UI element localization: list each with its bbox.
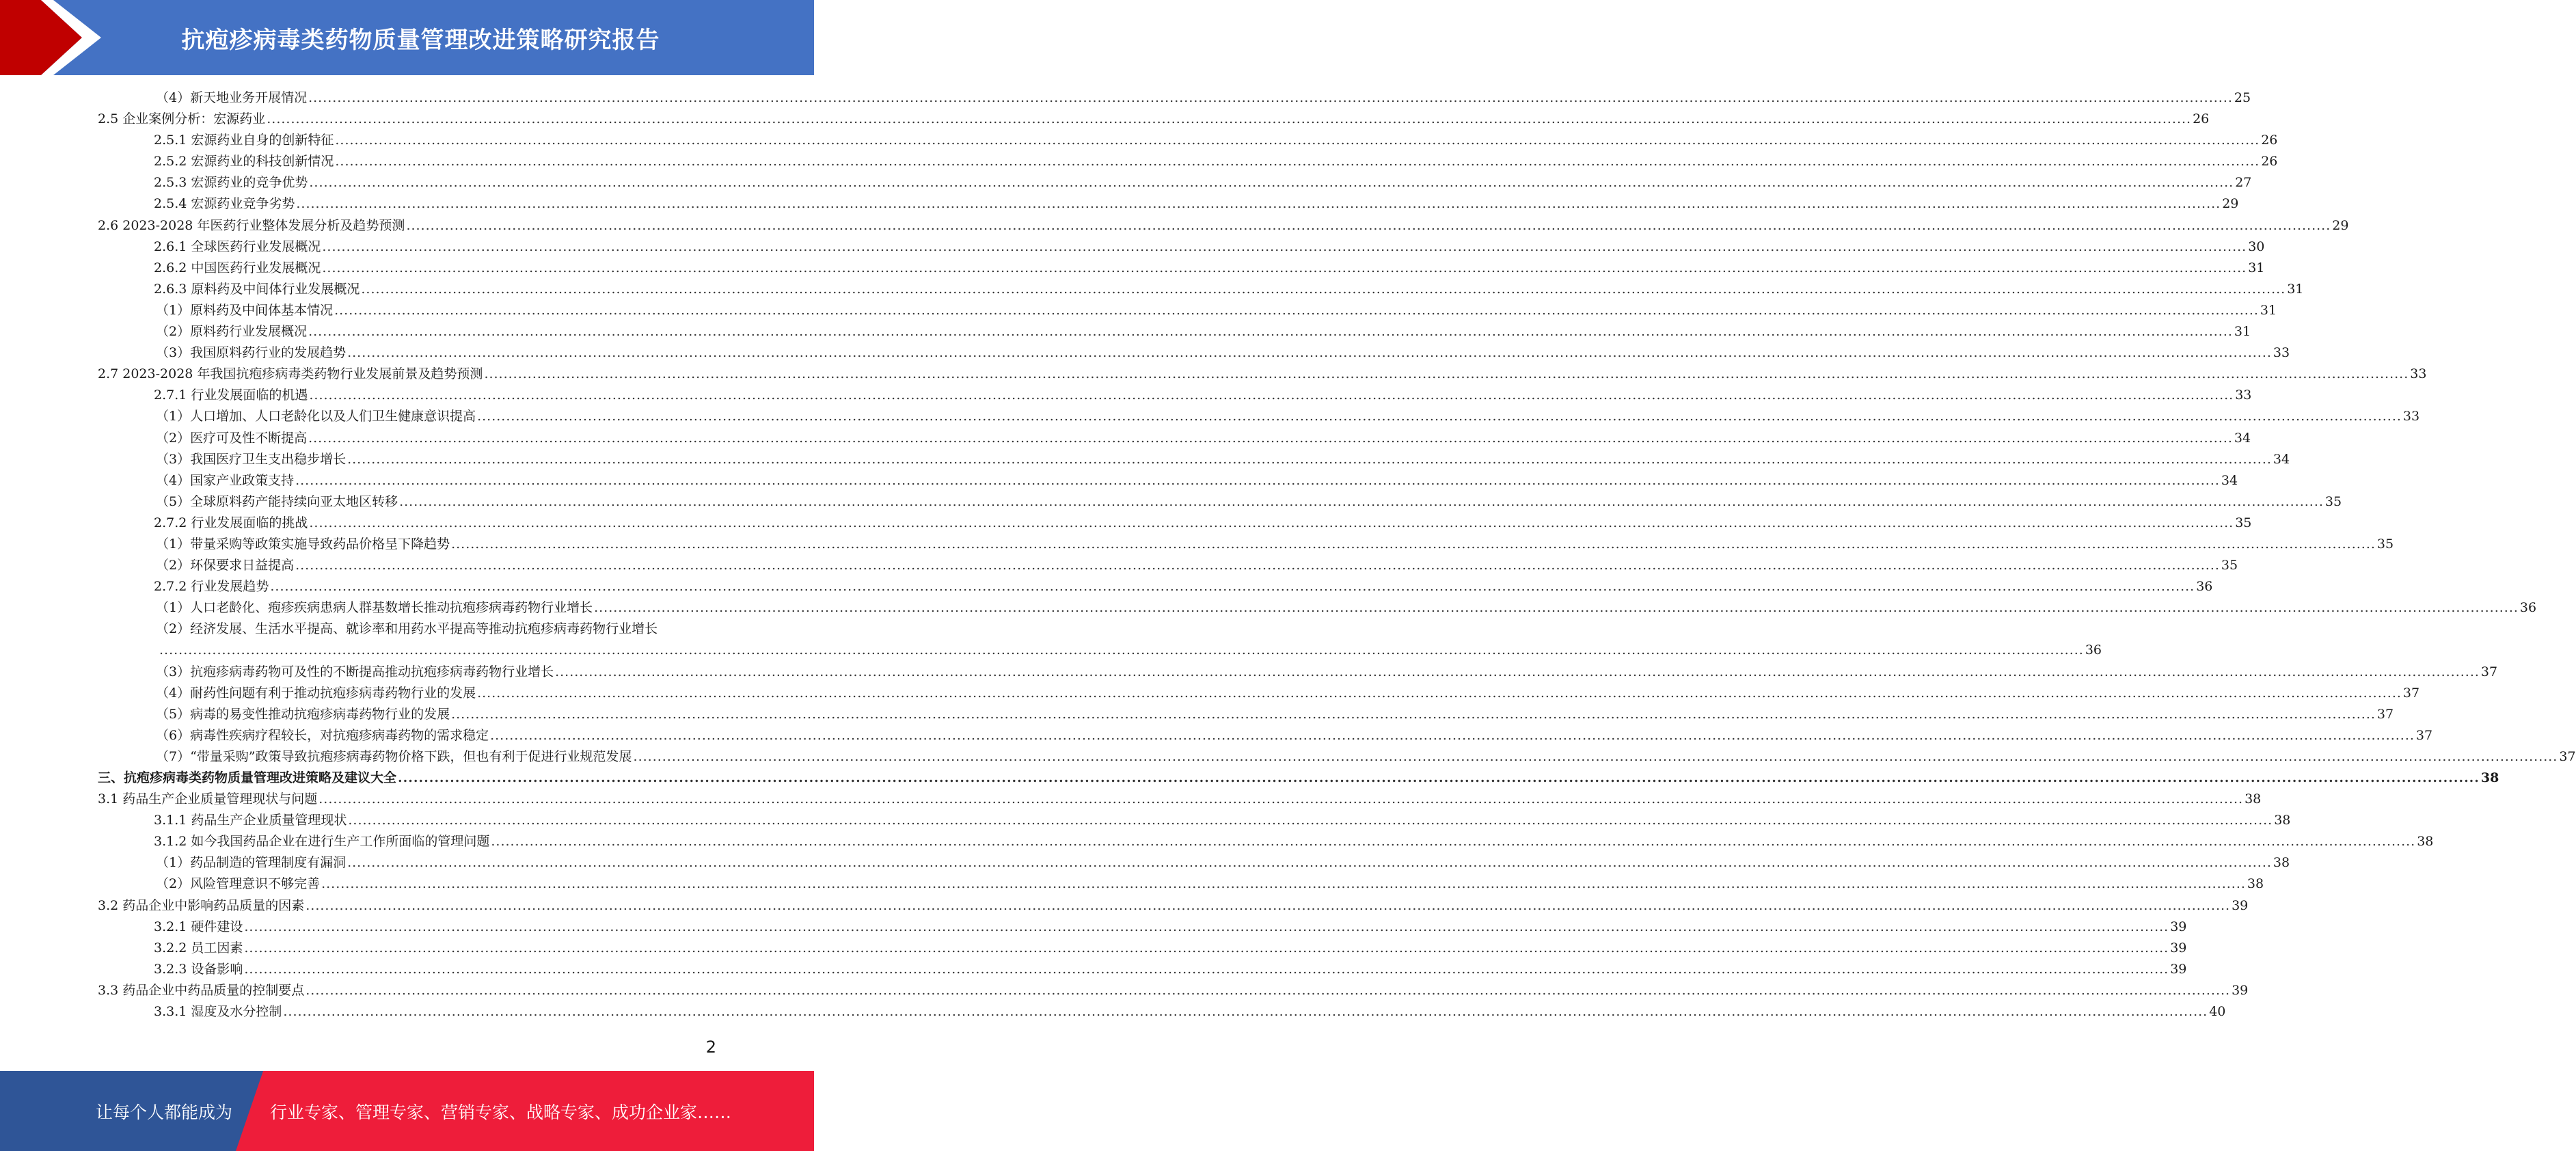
toc-entry-page: 36 — [2519, 600, 2537, 616]
toc-entry-title: 2.6.2 中国医药行业发展概况 — [154, 260, 321, 275]
toc-entry-title: （3）我国原料药行业的发展趋势 — [156, 345, 347, 361]
toc-entry[interactable] — [0, 831, 2434, 852]
toc-entry-title: （2）经济发展、生活水平提高、就诊率和用药水平提高等推动抗疱疹病毒药物行业增长 — [156, 621, 658, 637]
toc-entry-page: 38 — [2417, 834, 2434, 850]
toc-entry-page: 26 — [2261, 133, 2278, 148]
toc-entry[interactable] — [0, 938, 2187, 959]
toc-entry-title: 3.3.1 湿度及水分控制 — [154, 1004, 282, 1020]
toc-entry-title: 2.7.2 行业发展面临的挑战 — [154, 515, 308, 530]
toc-entry-title: （1）带量采购等政策实施导致药品价格呈下降趋势 — [156, 536, 450, 552]
toc-entry[interactable] — [0, 662, 2498, 683]
footer-slogan-right: 行业专家、管理专家、营销专家、战略专家、成功企业家…… — [270, 1102, 732, 1122]
toc-entry[interactable] — [0, 193, 2239, 215]
toc-entry[interactable] — [0, 704, 2394, 725]
toc-entry-page: 39 — [2170, 919, 2187, 934]
toc-entry[interactable] — [0, 534, 2394, 555]
toc-entry-page: 30 — [2248, 239, 2265, 254]
toc-entry-page: 39 — [2170, 961, 2187, 977]
toc-entry-title: （7）“带量采购”政策导致抗疱疹病毒药物价格下跌，但也有利于促进行业规范发展 — [156, 748, 632, 764]
toc-leader-dots: ................................................................................................................................................................................................................................................................................................................................................................................................................ — [295, 558, 2220, 573]
toc-leader-dots: ................................................................................................................................................................................................................................................................................................................................................................................................................ — [308, 430, 2233, 446]
toc-entry-title: （4）新天地业务开展情况 — [156, 90, 308, 105]
toc-entry-page: 37 — [2480, 664, 2498, 679]
toc-entry-title: （6）病毒性疾病疗程较长，对抗疱疹病毒药物的需求稳定 — [156, 727, 489, 743]
toc-entry[interactable] — [0, 683, 2420, 704]
toc-leader-dots: ................................................................................................................................................................................................................................................................................................................................................................................................................ — [594, 600, 2519, 616]
toc-leader-dots: ................................................................................................................................................................................................................................................................................................................................................................................................................ — [477, 409, 2402, 424]
toc-leader-dots: ................................................................................................................................................................................................................................................................................................................................................................................................................ — [322, 239, 2247, 254]
toc-entry-title: （4）耐药性问题有利于推动抗疱疹病毒药物行业的发展 — [156, 685, 476, 701]
toc-leader-dots: ................................................................................................................................................................................................................................................................................................................................................................................................................ — [334, 302, 2259, 318]
toc-leader-dots: ................................................................................................................................................................................................................................................................................................................................................................................................................ — [347, 451, 2272, 467]
toc-entry-page: 38 — [2273, 855, 2290, 871]
toc-leader-dots: ................................................................................................................................................................................................................................................................................................................................................................................................................ — [244, 919, 2169, 934]
toc-entry-page: 35 — [2376, 536, 2394, 552]
header-chevron-decoration — [0, 0, 109, 75]
toc-leader-dots: ................................................................................................................................................................................................................................................................................................................................................................................................................ — [295, 472, 2220, 488]
toc-entry-page: 34 — [2221, 472, 2238, 488]
toc-leader-dots: ................................................................................................................................................................................................................................................................................................................................................................................................................ — [398, 770, 2480, 785]
toc-leader-dots: ................................................................................................................................................................................................................................................................................................................................................................................................................ — [306, 982, 2231, 998]
toc-entry-title: 2.7.1 行业发展面临的机遇 — [154, 388, 308, 403]
toc-entry-title: （3）我国医疗卫生支出稳步增长 — [156, 451, 347, 467]
toc-entry-page: 38 — [2245, 791, 2262, 807]
toc-leader-dots: ................................................................................................................................................................................................................................................................................................................................................................................................................ — [490, 727, 2415, 743]
toc-entry-title: （1）人口增加、人口老龄化以及人们卫生健康意识提高 — [156, 409, 476, 424]
toc-entry[interactable] — [0, 852, 2290, 874]
toc-entry-title: 3.2.3 设备影响 — [154, 961, 243, 977]
toc-entry-title: 2.6.1 全球医药行业发展概况 — [154, 239, 321, 254]
toc-leader-dots: ................................................................................................................................................................................................................................................................................................................................................................................................................ — [244, 940, 2169, 956]
toc-leader-dots: ................................................................................................................................................................................................................................................................................................................................................................................................................ — [321, 876, 2246, 892]
toc-chapter-entry[interactable] — [0, 768, 2499, 789]
page-header — [0, 0, 814, 75]
toc-entry-page: 31 — [2260, 302, 2277, 318]
toc-entry-title: 3.2.1 硬件建设 — [154, 919, 243, 934]
toc-entry-page: 33 — [2235, 388, 2252, 403]
toc-entry[interactable] — [0, 236, 2265, 258]
toc-entry[interactable] — [0, 300, 2277, 321]
toc-leader-dots: ................................................................................................................................................................................................................................................................................................................................................................................................................ — [491, 834, 2416, 850]
toc-entry-title: 2.7.2 行业发展趋势 — [154, 579, 269, 595]
toc-entry-page: 33 — [2273, 345, 2290, 361]
toc-entry[interactable] — [0, 555, 2238, 576]
toc-leader-dots: ................................................................................................................................................................................................................................................................................................................................................................................................................ — [309, 515, 2234, 530]
toc-entry-page: 39 — [2232, 897, 2249, 913]
toc-entry[interactable] — [0, 789, 2262, 810]
toc-leader-dots: ................................................................................................................................................................................................................................................................................................................................................................................................................ — [267, 111, 2192, 127]
toc-entry[interactable] — [0, 1001, 2226, 1023]
toc-entry-title: 2.7 2023-2028 年我国抗疱疹病毒类药物行业发展前景及趋势预测 — [98, 366, 483, 382]
toc-entry-title: 2.5.4 宏源药业竞争劣势 — [154, 196, 295, 212]
toc-entry-page: 39 — [2232, 982, 2249, 998]
toc-entry-page: 34 — [2234, 430, 2251, 446]
page-number: 2 — [705, 1038, 716, 1057]
toc-leader-dots: ................................................................................................................................................................................................................................................................................................................................................................................................................ — [348, 813, 2273, 828]
toc-entry-page: 26 — [2261, 154, 2278, 170]
toc-leader-dots: ................................................................................................................................................................................................................................................................................................................................................................................................................ — [322, 260, 2247, 275]
toc-entry-title: （3）抗疱疹病毒药物可及性的不断提高推动抗疱疹病毒药物行业增长 — [156, 664, 554, 679]
toc-entry-title: 3.1.1 药品生产企业质量管理现状 — [154, 813, 347, 828]
toc-entry[interactable] — [0, 279, 2304, 300]
toc-leader-dots: ................................................................................................................................................................................................................................................................................................................................................................................................................ — [309, 388, 2234, 403]
toc-entry[interactable] — [0, 513, 2252, 534]
toc-entry-page: 31 — [2234, 324, 2251, 340]
toc-leader-dots: ................................................................................................................................................................................................................................................................................................................................................................................................................ — [283, 1004, 2208, 1020]
toc-entry-title: 2.5 企业案例分析：宏源药业 — [98, 111, 266, 127]
toc-entry[interactable] — [0, 87, 2251, 109]
toc-leader-dots: ................................................................................................................................................................................................................................................................................................................................................................................................................ — [399, 493, 2324, 509]
toc-leader-dots: ................................................................................................................................................................................................................................................................................................................................................................................................................ — [309, 175, 2234, 191]
toc-entry[interactable] — [0, 980, 2249, 1001]
footer-slogan-left: 让每个人都能成为 — [96, 1102, 233, 1122]
toc-leader-dots: ................................................................................................................................................................................................................................................................................................................................................................................................................ — [244, 961, 2169, 977]
toc-leader-dots: ................................................................................................................................................................................................................................................................................................................................................................................................................ — [159, 642, 2084, 658]
toc-entry-page: 37 — [2559, 748, 2576, 764]
toc-entry-page: 38 — [2247, 876, 2264, 892]
toc-entry-page: 38 — [2274, 813, 2291, 828]
toc-entry[interactable] — [0, 215, 2349, 236]
toc-leader-dots: ................................................................................................................................................................................................................................................................................................................................................................................................................ — [406, 217, 2331, 233]
toc-entry-title: 3.3 药品企业中药品质量的控制要点 — [98, 982, 305, 998]
toc-entry[interactable] — [0, 130, 2278, 151]
toc-entry-page: 38 — [2480, 770, 2499, 785]
toc-entry-page: 29 — [2332, 217, 2349, 233]
toc-entry-page: 31 — [2248, 260, 2265, 275]
toc-entry[interactable] — [0, 959, 2187, 980]
toc-entry-title: （4）国家产业政策支持 — [156, 472, 295, 488]
toc-leader-dots: ................................................................................................................................................................................................................................................................................................................................................................................................................ — [451, 536, 2376, 552]
toc-entry-title: 2.5.3 宏源药业的竞争优势 — [154, 175, 308, 191]
toc-entry-page: 37 — [2376, 706, 2394, 722]
table-of-contents — [0, 87, 2576, 1023]
toc-entry-title: 3.1.2 如今我国药品企业在进行生产工作所面临的管理问题 — [154, 834, 490, 850]
toc-entry[interactable] — [0, 364, 2427, 385]
toc-leader-dots: ................................................................................................................................................................................................................................................................................................................................................................................................................ — [318, 791, 2244, 807]
toc-entry-title: 三、抗疱疹病毒类药物质量管理改进策略及建议大全 — [98, 770, 397, 785]
toc-entry-title: 2.5.2 宏源药业的科技创新情况 — [154, 154, 334, 170]
toc-leader-dots: ................................................................................................................................................................................................................................................................................................................................................................................................................ — [306, 897, 2231, 913]
toc-entry[interactable] — [0, 725, 2433, 746]
toc-entry-title: 2.6 2023-2028 年医药行业整体发展分析及趋势预测 — [98, 217, 405, 233]
toc-entry[interactable] — [0, 406, 2420, 427]
toc-entry[interactable] — [0, 342, 2290, 364]
toc-entry-page: 35 — [2324, 493, 2342, 509]
toc-entry-title: （1）药品制造的管理制度有漏洞 — [156, 855, 347, 871]
toc-leader-dots: ................................................................................................................................................................................................................................................................................................................................................................................................................ — [633, 748, 2558, 764]
toc-entry-title: （2）风险管理意识不够完善 — [156, 876, 321, 892]
toc-entry[interactable] — [0, 151, 2278, 172]
toc-entry[interactable] — [0, 109, 2210, 130]
toc-entry[interactable] — [0, 917, 2187, 938]
report-title: 抗疱疹病毒类药物质量管理改进策略研究报告 — [181, 26, 660, 54]
toc-entry[interactable] — [0, 385, 2252, 406]
toc-leader-dots: ................................................................................................................................................................................................................................................................................................................................................................................................................ — [335, 154, 2260, 170]
toc-entry[interactable] — [0, 491, 2342, 513]
toc-leader-dots: ................................................................................................................................................................................................................................................................................................................................................................................................................ — [335, 133, 2260, 148]
toc-leader-dots: ................................................................................................................................................................................................................................................................................................................................................................................................................ — [484, 366, 2409, 382]
toc-entry[interactable] — [0, 597, 2537, 619]
toc-leader-dots: ................................................................................................................................................................................................................................................................................................................................................................................................................ — [555, 664, 2480, 679]
toc-entry-title: 2.5.1 宏源药业自身的创新特征 — [154, 133, 334, 148]
page-footer — [0, 1071, 814, 1151]
toc-leader-dots: ................................................................................................................................................................................................................................................................................................................................................................................................................ — [477, 685, 2402, 701]
toc-leader-dots: ................................................................................................................................................................................................................................................................................................................................................................................................................ — [308, 324, 2233, 340]
toc-entry-page: 31 — [2287, 281, 2304, 297]
toc-entry-title: （5）全球原料药产能持续向亚太地区转移 — [156, 493, 398, 509]
toc-leader-dots: ................................................................................................................................................................................................................................................................................................................................................................................................................ — [308, 90, 2233, 105]
toc-entry-continuation[interactable] — [0, 640, 2102, 661]
toc-leader-dots: ................................................................................................................................................................................................................................................................................................................................................................................................................ — [361, 281, 2286, 297]
toc-entry-page: 37 — [2402, 685, 2420, 701]
toc-entry-page: 39 — [2170, 940, 2187, 956]
toc-leader-dots: ................................................................................................................................................................................................................................................................................................................................................................................................................ — [347, 855, 2272, 871]
toc-entry-page: 27 — [2235, 175, 2252, 191]
toc-entry-page: 26 — [2193, 111, 2210, 127]
toc-entry-title: 2.6.3 原料药及中间体行业发展概况 — [154, 281, 360, 297]
toc-entry-page: 40 — [2209, 1004, 2226, 1020]
toc-entry-page: 37 — [2415, 727, 2433, 743]
toc-entry[interactable] — [0, 470, 2238, 491]
toc-entry-page: 33 — [2410, 366, 2427, 382]
toc-entry[interactable] — [0, 746, 2576, 768]
toc-entry-page: 25 — [2234, 90, 2251, 105]
toc-entry[interactable] — [0, 449, 2290, 470]
toc-entry[interactable] — [0, 619, 814, 640]
toc-entry[interactable] — [0, 258, 2265, 279]
toc-entry-title: 3.2 药品企业中影响药品质量的因素 — [98, 897, 305, 913]
toc-entry-page: 34 — [2273, 451, 2290, 467]
toc-entry-title: 3.2.2 员工因素 — [154, 940, 243, 956]
toc-entry-title: 3.1 药品生产企业质量管理现状与问题 — [98, 791, 318, 807]
toc-entry[interactable] — [0, 895, 2249, 917]
toc-entry-title: （1）人口老龄化、疱疹疾病患病人群基数增长推动抗疱疹病毒药物行业增长 — [156, 600, 593, 616]
toc-entry[interactable] — [0, 810, 2291, 831]
toc-entry[interactable] — [0, 874, 2264, 895]
toc-leader-dots: ................................................................................................................................................................................................................................................................................................................................................................................................................ — [270, 579, 2195, 595]
toc-entry-page: 33 — [2402, 409, 2420, 424]
toc-entry-page: 36 — [2085, 642, 2102, 658]
toc-entry-title: （1）原料药及中间体基本情况 — [156, 302, 334, 318]
toc-entry[interactable] — [0, 576, 2213, 597]
toc-entry-title: （2）医疗可及性不断提高 — [156, 430, 308, 446]
toc-entry-page: 35 — [2235, 515, 2252, 530]
toc-leader-dots: ................................................................................................................................................................................................................................................................................................................................................................................................................ — [347, 345, 2272, 361]
toc-entry-title: （5）病毒的易变性推动抗疱疹病毒药物行业的发展 — [156, 706, 450, 722]
toc-entry-page: 36 — [2196, 579, 2213, 595]
toc-leader-dots: ................................................................................................................................................................................................................................................................................................................................................................................................................ — [296, 196, 2221, 212]
toc-entry[interactable] — [0, 172, 2252, 193]
toc-entry[interactable] — [0, 428, 2251, 449]
toc-entry[interactable] — [0, 321, 2251, 342]
toc-leader-dots: ................................................................................................................................................................................................................................................................................................................................................................................................................ — [451, 706, 2376, 722]
toc-entry-page: 29 — [2222, 196, 2239, 212]
toc-entry-title: （2）原料药行业发展概况 — [156, 324, 308, 340]
toc-entry-title: （2）环保要求日益提高 — [156, 558, 295, 573]
toc-entry-page: 35 — [2221, 558, 2238, 573]
